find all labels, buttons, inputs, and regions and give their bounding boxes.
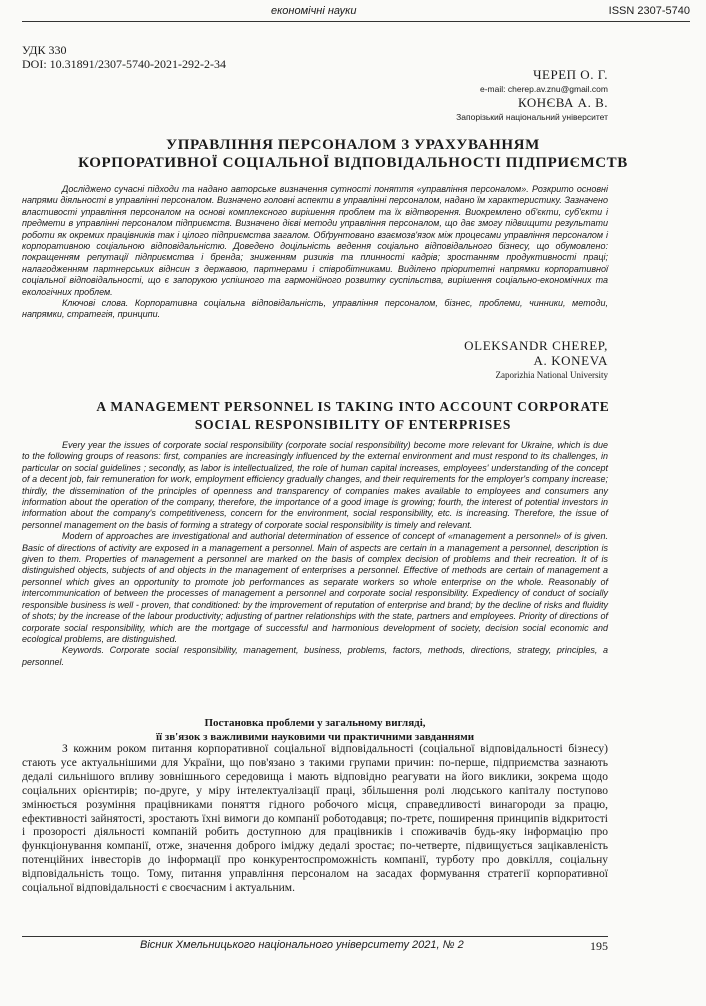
- author-1-en: OLEKSANDR CHEREP,: [464, 338, 608, 353]
- keywords-en: Keywords. Corporate social responsibility, management, business, problems, factors, methods, directions, strategy, principles, a personnel.: [22, 645, 608, 667]
- section-heading-line2: її зв'язок з важливими науковими чи практичними завданнями: [155, 731, 475, 743]
- title-ua-line1: УПРАВЛІННЯ ПЕРСОНАЛОМ З УРАХУВАННЯМ: [166, 137, 540, 153]
- header-section: економічні науки: [271, 5, 357, 17]
- body-text: [22, 743, 608, 896]
- title-en-line1: A MANAGEMENT PERSONNEL IS TAKING INTO ACCOUNT CORPORATE: [96, 399, 610, 414]
- abstract-ua-text: Досліджено сучасні підходи та надано авторське визначення сутності поняття «управління персоналом». Розкрито основні напрями діяльності в управлінні персоналом. Визначено головні аспекти в управлінні персоналом, надано їм характеристику. Зазначено властивості управління персоналом на основі комплексного вирішення проблем та їх відтворення. Виокремлено об'єкти, суб'єкти і предмети в управлінні персоналом підприємств. Визначено дієві методи управління персоналом, що дає змогу підвищити результати роботи як окремих працівників так і цілого підприємства загалом. Обґрунтовано взаємозв'язок між процесами управління персоналом і корпоративною соціальною відповідальністю. Доведено доцільність ведення соціально відповідального бізнесу, що обумовлено: покращенням репутації підприємства і бренда; зниженням ризиків та плинності кадрів; зростанням продуктивності праці; налагодженням партнерських віднсин з державою, партнерами і співробітниками. Виділено пріоритетні напрямки корпоративної соціальної відповідальності, що є запорукою успішного та гармонійного розвитку суспільства, вирішення соціально-економічних та екологічних проблем.: [22, 184, 608, 297]
- title-en: [40, 398, 666, 434]
- body-paragraph: З кожним роком питання корпоративної соціальної відповідальності (соціальної відповідальності бізнесу) стають усе актуальнішими для України, що пов'язано з такими групами причин: по-перше, підприємства зазнають дедалі сильнішого впливу зовнішнього середовища і мають відповідно реагувати на його виклики, зокрема щодо соціальних орієнтирів; по-друге, у міру інтелектуалізації праці, збільшення ролі людського капіталу поступово змінюється розуміння працівниками поняття гідного робочого місця, справедливості винагороди за працю, ефективності зайнятості, зростають їхні вимоги до компанії роботодавця; по-третє, поширення принципів відкритості і прозорості діяльності компаній робить доступною для працівників і споживачів будь-яку інформацію про функціонування компанії, отже, значення доброго іміджу дедалі зростає; по-четверте, підвищується зацікавленість потенційних інвесторів до інформації про конкурентоспроможність компанії, турботу про довкілля, соціальну відповідальність тощо. Тому, питання управління персоналом на засадах формування стратегії корпоративної соціальної відповідальності є своєчасним і актуальним.: [22, 743, 608, 895]
- abstract-en-p2: Modern of approaches are investigational and authorial determination of essence of concept of «management a personnel» of is given. Basic of directions of activity are exposed in a management a personnel. Main of aspects are certain in a management a personnel, description is given to them. Properties of management a personnel are marked on the basis of complex decision of problems and their recreation. It of is distinguished objects, subjects of and objects in the management of enterprises a personnel. Effective of methods are certain of management a personnel which gives an opportunity to promote job performances as separate workers so whole enterprise on the whole. Reasonably of intercommunication of between the processes of management a personnel and corporate social responsibility. Expediency of conduct of socially responsible business is well - proven, that conditioned: by the improvement of reputation of enterprise and brand; by the decline of risks and fluidity of shots; by the increase of the labour productivity; adjusting of partner relationships with the state, partners and employees. Priority of directions of corporate social responsibility, which are the mortgage of successful and harmonious development of society, decision social economic and ecological problems, are distinguished.: [22, 531, 608, 644]
- header-rule: [22, 21, 690, 22]
- udc-code: УДК 330: [22, 43, 67, 57]
- authors-en: [464, 338, 608, 383]
- header-issn: ISSN 2307-5740: [608, 5, 690, 17]
- abstract-ua: [22, 184, 608, 321]
- doi: DOI: 10.31891/2307-5740-2021-292-2-34: [22, 57, 226, 71]
- footer-journal: Вісник Хмельницького національного університету 2021, № 2: [140, 939, 464, 951]
- section-heading-line1: Постановка проблеми у загальному вигляді,: [204, 717, 426, 729]
- author-2-en: A. KONEVA: [533, 353, 608, 368]
- abstract-en: [22, 440, 608, 668]
- affiliation-ua: Запорізький національний університет: [456, 112, 608, 122]
- section-heading: [22, 716, 608, 744]
- author-2-ua: КОНЄВА А. В.: [517, 95, 608, 110]
- author-email: e-mail: cherep.av.znu@gmail.com: [480, 84, 608, 94]
- authors-ua: [456, 68, 608, 124]
- author-1-ua: ЧЕРЕП О. Г.: [533, 67, 608, 82]
- keywords-ua: Ключові слова. Корпоративна соціальна відповідальність, управління персоналом, бізнес, проблеми, чинники, методи, напрямки, стратегія, принципи.: [22, 298, 608, 320]
- title-en-line2: SOCIAL RESPONSIBILITY OF ENTERPRISES: [194, 417, 512, 432]
- footer-rule: [22, 936, 608, 937]
- title-ua-line2: КОРПОРАТИВНОЇ СОЦІАЛЬНОЇ ВІДПОВІДАЛЬНОСТІ ПІДПРИЄМСТВ: [78, 155, 628, 171]
- abstract-en-p1: Every year the issues of corporate social responsibility (corporate social responsibility) become more relevant for Ukraine, which is due to the following groups of reasons: first, companies are increasingly influenced by the external environment and must respond to its challenges, in particular on social guidelines ; secondly, as labor is intellectualized, the role of human capital increases, employees' understanding of the concept of a decent job, fair remuneration for work, employment efficiency gradually changes, and their requirements for the employer's company increase; thirdly, the dissemination of the principles of openness and transparency of companies makes available to employees and consumers any information about the operation of the company, therefore, the importance of a good image is growing; fourth, the interest of potential investors in information about the company's competitiveness, concern for the environment, social responsibility, etc. is increasing. Therefore, the issue of personnel management on the basis of forming a strategy of corporate social responsibility is timely and relevant.: [22, 440, 608, 530]
- page-number: 195: [590, 939, 608, 953]
- title-ua: [40, 136, 666, 172]
- article-meta: [22, 43, 226, 71]
- affiliation-en: Zaporizhia National University: [495, 370, 608, 380]
